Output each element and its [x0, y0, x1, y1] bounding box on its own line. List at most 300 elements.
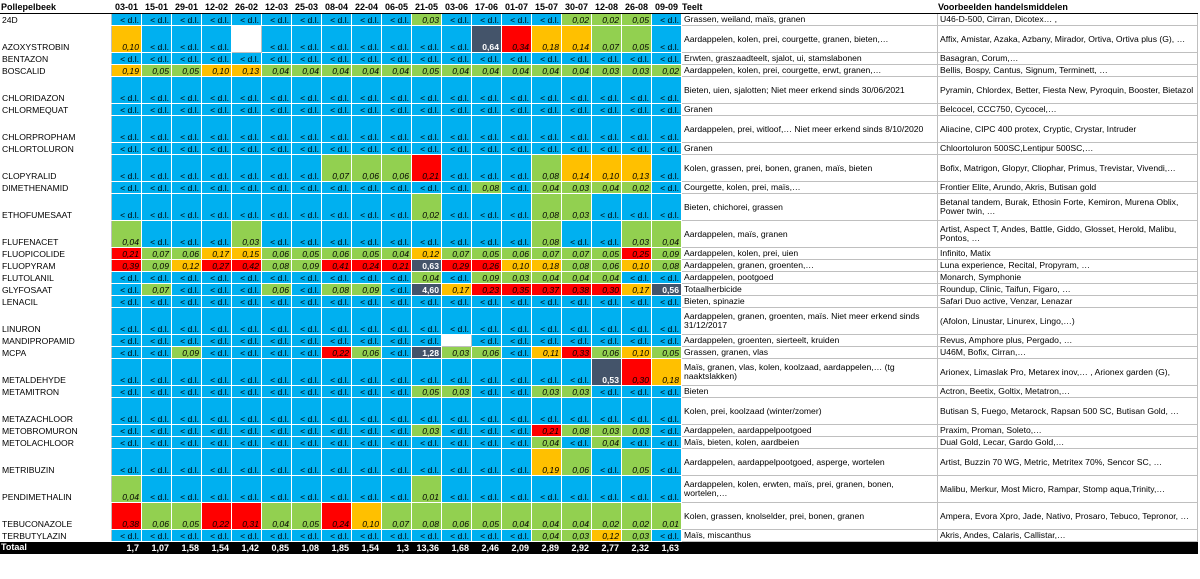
row-handelsmiddelen: Betanal tandem, Burak, Ethosin Forte, Kemiron, Murena Oblix, Power twin, …	[938, 194, 1198, 221]
value-cell: < d.l.	[472, 104, 502, 116]
row-teelt: Granen	[682, 104, 938, 116]
value-cell: 0,09	[142, 260, 172, 272]
value-cell: < d.l.	[172, 104, 202, 116]
value-cell: < d.l.	[412, 308, 442, 335]
value-cell: < d.l.	[472, 194, 502, 221]
value-cell: < d.l.	[382, 437, 412, 449]
row-teelt: Aardappelen, aardappelpootgoed	[682, 425, 938, 437]
total-value: 2,46	[472, 542, 502, 554]
value-cell: < d.l.	[172, 359, 202, 386]
value-cell: < d.l.	[442, 530, 472, 542]
value-cell: < d.l.	[652, 182, 682, 194]
value-cell: 0,04	[112, 221, 142, 248]
value-cell: < d.l.	[262, 425, 292, 437]
value-cell: 0,04	[532, 437, 562, 449]
value-cell: < d.l.	[472, 437, 502, 449]
value-cell: 0,64	[472, 26, 502, 53]
value-cell: 0,05	[472, 248, 502, 260]
value-cell: 0,08	[322, 284, 352, 296]
value-cell: < d.l.	[322, 335, 352, 347]
table-row	[1, 425, 1198, 437]
value-cell: < d.l.	[502, 77, 532, 104]
value-cell: < d.l.	[652, 53, 682, 65]
value-cell: < d.l.	[652, 296, 682, 308]
row-substance-name: MANDIPROPAMID	[1, 335, 112, 347]
value-cell: < d.l.	[172, 284, 202, 296]
value-cell: < d.l.	[142, 449, 172, 476]
value-cell: 0,22	[322, 347, 352, 359]
value-cell: < d.l.	[442, 194, 472, 221]
value-cell: < d.l.	[172, 398, 202, 425]
value-cell: 0,03	[442, 386, 472, 398]
value-cell: < d.l.	[412, 449, 442, 476]
value-cell: < d.l.	[232, 104, 262, 116]
value-cell: 0,15	[232, 248, 262, 260]
value-cell: < d.l.	[652, 398, 682, 425]
row-teelt: Courgette, kolen, prei, maïs,…	[682, 182, 938, 194]
value-cell: < d.l.	[202, 449, 232, 476]
header-date: 30-07	[562, 1, 592, 14]
value-cell: < d.l.	[352, 143, 382, 155]
row-teelt: Kolen, grassen, prei, bonen, granen, maïs, bieten	[682, 155, 938, 182]
value-cell: < d.l.	[562, 53, 592, 65]
value-cell: < d.l.	[112, 335, 142, 347]
value-cell: < d.l.	[112, 437, 142, 449]
value-cell: < d.l.	[112, 296, 142, 308]
value-cell: < d.l.	[292, 26, 322, 53]
row-substance-name: METOLACHLOOR	[1, 437, 112, 449]
value-cell: < d.l.	[652, 449, 682, 476]
total-empty	[682, 542, 938, 554]
value-cell: < d.l.	[502, 116, 532, 143]
value-cell: 0,04	[502, 65, 532, 77]
table-row	[1, 503, 1198, 530]
row-handelsmiddelen: Malibu, Merkur, Most Micro, Rampar, Stomp aqua,Trinity,…	[938, 476, 1198, 503]
value-cell: < d.l.	[412, 530, 442, 542]
row-teelt: Aardappelen, kolen, prei, courgette, erwt, granen,…	[682, 65, 938, 77]
row-substance-name: FLUOPYRAM	[1, 260, 112, 272]
value-cell: < d.l.	[112, 104, 142, 116]
value-cell: < d.l.	[142, 398, 172, 425]
value-cell: < d.l.	[262, 155, 292, 182]
value-cell: 0,08	[412, 503, 442, 530]
value-cell: < d.l.	[112, 14, 142, 26]
value-cell: < d.l.	[232, 449, 262, 476]
value-cell: 0,10	[352, 503, 382, 530]
row-teelt: Grassen, weiland, maïs, granen	[682, 14, 938, 26]
value-cell: < d.l.	[562, 308, 592, 335]
value-cell	[232, 26, 262, 53]
value-cell: 0,24	[322, 503, 352, 530]
row-substance-name: FLUFENACET	[1, 221, 112, 248]
value-cell: < d.l.	[352, 272, 382, 284]
value-cell: < d.l.	[322, 308, 352, 335]
value-cell: < d.l.	[172, 194, 202, 221]
value-cell: < d.l.	[202, 143, 232, 155]
value-cell: < d.l.	[412, 116, 442, 143]
value-cell: < d.l.	[472, 221, 502, 248]
value-cell: 0,10	[622, 260, 652, 272]
value-cell: < d.l.	[652, 308, 682, 335]
row-substance-name: PENDIMETHALIN	[1, 476, 112, 503]
value-cell: < d.l.	[262, 347, 292, 359]
value-cell: < d.l.	[172, 26, 202, 53]
row-handelsmiddelen: Affix, Amistar, Azaka, Azbany, Mirador, Ortiva, Ortiva plus (G), …	[938, 26, 1198, 53]
value-cell: < d.l.	[652, 143, 682, 155]
value-cell: < d.l.	[142, 359, 172, 386]
value-cell: 0,04	[592, 272, 622, 284]
value-cell: < d.l.	[292, 53, 322, 65]
row-substance-name: CHLORIDAZON	[1, 77, 112, 104]
value-cell: 0,07	[142, 284, 172, 296]
table-row	[1, 221, 1198, 248]
total-value: 1,85	[322, 542, 352, 554]
value-cell: 0,53	[592, 359, 622, 386]
value-cell: 0,03	[412, 14, 442, 26]
row-teelt: Erwten, graszaadteelt, sjalot, ui, stamslabonen	[682, 53, 938, 65]
value-cell: < d.l.	[142, 272, 172, 284]
value-cell: < d.l.	[592, 398, 622, 425]
row-substance-name: METOBROMURON	[1, 425, 112, 437]
value-cell: < d.l.	[232, 143, 262, 155]
value-cell: < d.l.	[202, 14, 232, 26]
value-cell: < d.l.	[202, 155, 232, 182]
value-cell: 0,63	[412, 260, 442, 272]
value-cell: 0,30	[622, 359, 652, 386]
value-cell: < d.l.	[142, 104, 172, 116]
value-cell: 0,03	[622, 425, 652, 437]
value-cell: < d.l.	[592, 449, 622, 476]
value-cell: < d.l.	[322, 476, 352, 503]
value-cell: < d.l.	[322, 221, 352, 248]
value-cell: 0,35	[502, 284, 532, 296]
value-cell: < d.l.	[502, 53, 532, 65]
total-value: 2,09	[502, 542, 532, 554]
value-cell: 0,18	[532, 260, 562, 272]
value-cell: < d.l.	[172, 335, 202, 347]
row-handelsmiddelen: Praxim, Proman, Soleto,…	[938, 425, 1198, 437]
table-row	[1, 116, 1198, 143]
value-cell: < d.l.	[172, 272, 202, 284]
value-cell: < d.l.	[502, 347, 532, 359]
value-cell: < d.l.	[382, 143, 412, 155]
value-cell: < d.l.	[592, 221, 622, 248]
header-date: 26-02	[232, 1, 262, 14]
value-cell: < d.l.	[532, 398, 562, 425]
value-cell: 0,02	[412, 194, 442, 221]
value-cell: < d.l.	[412, 335, 442, 347]
value-cell: 0,03	[232, 221, 262, 248]
header-name: Pollepelbeek	[1, 1, 112, 14]
value-cell: < d.l.	[652, 476, 682, 503]
value-cell: 0,41	[322, 260, 352, 272]
value-cell: 0,34	[502, 26, 532, 53]
value-cell: < d.l.	[502, 104, 532, 116]
value-cell: < d.l.	[262, 437, 292, 449]
value-cell: < d.l.	[112, 347, 142, 359]
value-cell: < d.l.	[202, 335, 232, 347]
row-teelt: Aardappelen, kolen, prei, courgette, granen, bieten,…	[682, 26, 938, 53]
value-cell: 0,08	[562, 425, 592, 437]
value-cell: 0,07	[382, 503, 412, 530]
header-date: 29-01	[172, 1, 202, 14]
value-cell: < d.l.	[532, 104, 562, 116]
row-teelt: Aardappelen, maïs, granen	[682, 221, 938, 248]
value-cell: < d.l.	[292, 272, 322, 284]
row-teelt: Aardappelen, aardappelpootgoed, asperge, wortelen	[682, 449, 938, 476]
row-handelsmiddelen: Arionex, Limaslak Pro, Metarex inov,… , Arionex garden (G),	[938, 359, 1198, 386]
value-cell: < d.l.	[592, 296, 622, 308]
value-cell: < d.l.	[112, 530, 142, 542]
value-cell: 0,03	[622, 221, 652, 248]
value-cell: < d.l.	[562, 335, 592, 347]
header-date: 25-03	[292, 1, 322, 14]
row-teelt: Totaalherbicide	[682, 284, 938, 296]
value-cell: < d.l.	[142, 26, 172, 53]
table-row	[1, 272, 1198, 284]
row-handelsmiddelen: (Afolon, Linustar, Linurex, Lingo,…)	[938, 308, 1198, 335]
value-cell: 0,05	[622, 449, 652, 476]
total-row	[1, 542, 1198, 554]
value-cell: < d.l.	[202, 77, 232, 104]
value-cell: < d.l.	[532, 335, 562, 347]
value-cell: < d.l.	[112, 284, 142, 296]
value-cell: < d.l.	[352, 77, 382, 104]
table-row	[1, 449, 1198, 476]
value-cell: 0,37	[532, 284, 562, 296]
value-cell: < d.l.	[202, 221, 232, 248]
value-cell: < d.l.	[322, 425, 352, 437]
value-cell: 0,03	[532, 386, 562, 398]
row-teelt: Kolen, grassen, knolselder, prei, bonen, granen	[682, 503, 938, 530]
value-cell: < d.l.	[622, 194, 652, 221]
value-cell: < d.l.	[292, 143, 322, 155]
value-cell: < d.l.	[592, 77, 622, 104]
value-cell: < d.l.	[352, 296, 382, 308]
value-cell: 0,07	[532, 248, 562, 260]
value-cell: < d.l.	[382, 449, 412, 476]
value-cell: < d.l.	[382, 14, 412, 26]
value-cell: < d.l.	[352, 449, 382, 476]
value-cell: < d.l.	[232, 77, 262, 104]
value-cell: 0,07	[322, 155, 352, 182]
value-cell: < d.l.	[112, 449, 142, 476]
value-cell: < d.l.	[502, 359, 532, 386]
value-cell: < d.l.	[652, 530, 682, 542]
value-cell: < d.l.	[502, 437, 532, 449]
row-substance-name: AZOXYSTROBIN	[1, 26, 112, 53]
value-cell: < d.l.	[262, 182, 292, 194]
value-cell: 0,17	[202, 248, 232, 260]
value-cell: < d.l.	[442, 155, 472, 182]
value-cell: < d.l.	[472, 335, 502, 347]
total-value: 2,77	[592, 542, 622, 554]
value-cell: < d.l.	[382, 53, 412, 65]
value-cell: 0,03	[412, 425, 442, 437]
value-cell: < d.l.	[382, 284, 412, 296]
row-substance-name: MCPA	[1, 347, 112, 359]
value-cell: < d.l.	[292, 221, 322, 248]
row-handelsmiddelen: Monarch, Symphonie	[938, 272, 1198, 284]
header-date: 17-06	[472, 1, 502, 14]
value-cell: < d.l.	[232, 53, 262, 65]
value-cell: 0,06	[472, 347, 502, 359]
value-cell: 0,05	[172, 503, 202, 530]
row-substance-name: FLUTOLANIL	[1, 272, 112, 284]
value-cell: < d.l.	[502, 386, 532, 398]
value-cell: < d.l.	[112, 386, 142, 398]
value-cell: < d.l.	[202, 398, 232, 425]
value-cell: < d.l.	[442, 143, 472, 155]
value-cell: < d.l.	[112, 143, 142, 155]
value-cell: 0,08	[532, 221, 562, 248]
value-cell: < d.l.	[322, 143, 352, 155]
row-substance-name: CLOPYRALID	[1, 155, 112, 182]
value-cell: 0,13	[622, 155, 652, 182]
value-cell: < d.l.	[352, 182, 382, 194]
value-cell: < d.l.	[292, 284, 322, 296]
value-cell: 0,06	[592, 260, 622, 272]
value-cell: < d.l.	[142, 425, 172, 437]
value-cell: 0,05	[652, 347, 682, 359]
value-cell: < d.l.	[652, 77, 682, 104]
header-date: 12-03	[262, 1, 292, 14]
table-row	[1, 476, 1198, 503]
value-cell: < d.l.	[202, 104, 232, 116]
value-cell: < d.l.	[442, 77, 472, 104]
value-cell: 0,04	[592, 437, 622, 449]
value-cell: < d.l.	[472, 53, 502, 65]
value-cell: 0,08	[262, 260, 292, 272]
value-cell: < d.l.	[202, 26, 232, 53]
table-row	[1, 335, 1198, 347]
total-value: 1,07	[142, 542, 172, 554]
value-cell: 0,04	[382, 248, 412, 260]
value-cell: 0,12	[172, 260, 202, 272]
value-cell: < d.l.	[262, 335, 292, 347]
table-row	[1, 437, 1198, 449]
value-cell: 0,12	[412, 248, 442, 260]
value-cell: < d.l.	[202, 272, 232, 284]
value-cell: < d.l.	[262, 26, 292, 53]
value-cell: < d.l.	[142, 194, 172, 221]
table-row	[1, 65, 1198, 77]
value-cell: < d.l.	[112, 425, 142, 437]
value-cell: < d.l.	[232, 284, 262, 296]
row-teelt: Bieten	[682, 386, 938, 398]
value-cell: < d.l.	[322, 14, 352, 26]
table-row	[1, 284, 1198, 296]
row-teelt: Aardappelen, granen, groenten,…	[682, 260, 938, 272]
value-cell: < d.l.	[532, 77, 562, 104]
value-cell: < d.l.	[172, 14, 202, 26]
row-handelsmiddelen: Pyramin, Chlordex, Better, Fiesta New, Pyroquin, Booster, Bietazol	[938, 77, 1198, 104]
row-handelsmiddelen: Actron, Beetix, Goltix, Metatron,…	[938, 386, 1198, 398]
value-cell: < d.l.	[472, 14, 502, 26]
value-cell: < d.l.	[142, 53, 172, 65]
header-row	[1, 1, 1198, 14]
value-cell: < d.l.	[352, 53, 382, 65]
value-cell: 0,09	[352, 284, 382, 296]
row-substance-name: BENTAZON	[1, 53, 112, 65]
value-cell: < d.l.	[382, 308, 412, 335]
value-cell: 0,21	[112, 248, 142, 260]
value-cell: < d.l.	[232, 272, 262, 284]
table-row	[1, 53, 1198, 65]
row-handelsmiddelen: Chloortoluron 500SC,Lentipur 500SC,…	[938, 143, 1198, 155]
value-cell: < d.l.	[232, 347, 262, 359]
value-cell: < d.l.	[532, 476, 562, 503]
value-cell: < d.l.	[112, 359, 142, 386]
value-cell: < d.l.	[502, 14, 532, 26]
value-cell: < d.l.	[652, 437, 682, 449]
value-cell: < d.l.	[502, 425, 532, 437]
value-cell: < d.l.	[322, 296, 352, 308]
value-cell: < d.l.	[172, 53, 202, 65]
value-cell: 0,10	[592, 155, 622, 182]
value-cell: 0,19	[532, 449, 562, 476]
table-row	[1, 26, 1198, 53]
header-handelsmiddelen: Voorbeelden handelsmiddelen	[938, 1, 1198, 14]
total-value: 1,58	[172, 542, 202, 554]
value-cell: < d.l.	[142, 77, 172, 104]
value-cell: < d.l.	[232, 194, 262, 221]
total-value: 1,42	[232, 542, 262, 554]
value-cell: < d.l.	[472, 398, 502, 425]
row-substance-name: CHLORMEQUAT	[1, 104, 112, 116]
value-cell: < d.l.	[352, 437, 382, 449]
value-cell: < d.l.	[622, 77, 652, 104]
row-handelsmiddelen: U46M, Bofix, Cirran,…	[938, 347, 1198, 359]
value-cell: < d.l.	[472, 359, 502, 386]
value-cell: < d.l.	[652, 272, 682, 284]
value-cell: < d.l.	[142, 386, 172, 398]
value-cell: 0,12	[592, 530, 622, 542]
value-cell: < d.l.	[232, 530, 262, 542]
value-cell: 0,02	[622, 503, 652, 530]
value-cell: 0,08	[532, 155, 562, 182]
row-teelt: Aardappelen, granen, groenten, maïs. Niet meer erkend sinds 31/12/2017	[682, 308, 938, 335]
value-cell: < d.l.	[622, 53, 652, 65]
value-cell: 0,09	[472, 272, 502, 284]
value-cell: < d.l.	[562, 104, 592, 116]
value-cell: < d.l.	[202, 53, 232, 65]
total-value: 1,08	[292, 542, 322, 554]
value-cell: < d.l.	[382, 272, 412, 284]
value-cell: < d.l.	[412, 182, 442, 194]
value-cell: 0,05	[592, 248, 622, 260]
value-cell: < d.l.	[112, 272, 142, 284]
value-cell: < d.l.	[202, 284, 232, 296]
value-cell: < d.l.	[562, 296, 592, 308]
value-cell: < d.l.	[352, 14, 382, 26]
value-cell: < d.l.	[502, 335, 532, 347]
table-row	[1, 14, 1198, 26]
value-cell: < d.l.	[262, 221, 292, 248]
value-cell: < d.l.	[292, 308, 322, 335]
table-row	[1, 530, 1198, 542]
value-cell: 0,17	[442, 284, 472, 296]
value-cell: < d.l.	[442, 116, 472, 143]
value-cell: < d.l.	[262, 194, 292, 221]
value-cell: < d.l.	[652, 104, 682, 116]
value-cell: 0,04	[532, 530, 562, 542]
value-cell: < d.l.	[322, 449, 352, 476]
value-cell: < d.l.	[352, 104, 382, 116]
value-cell: 0,10	[622, 347, 652, 359]
total-value: 2,89	[532, 542, 562, 554]
value-cell: < d.l.	[652, 425, 682, 437]
